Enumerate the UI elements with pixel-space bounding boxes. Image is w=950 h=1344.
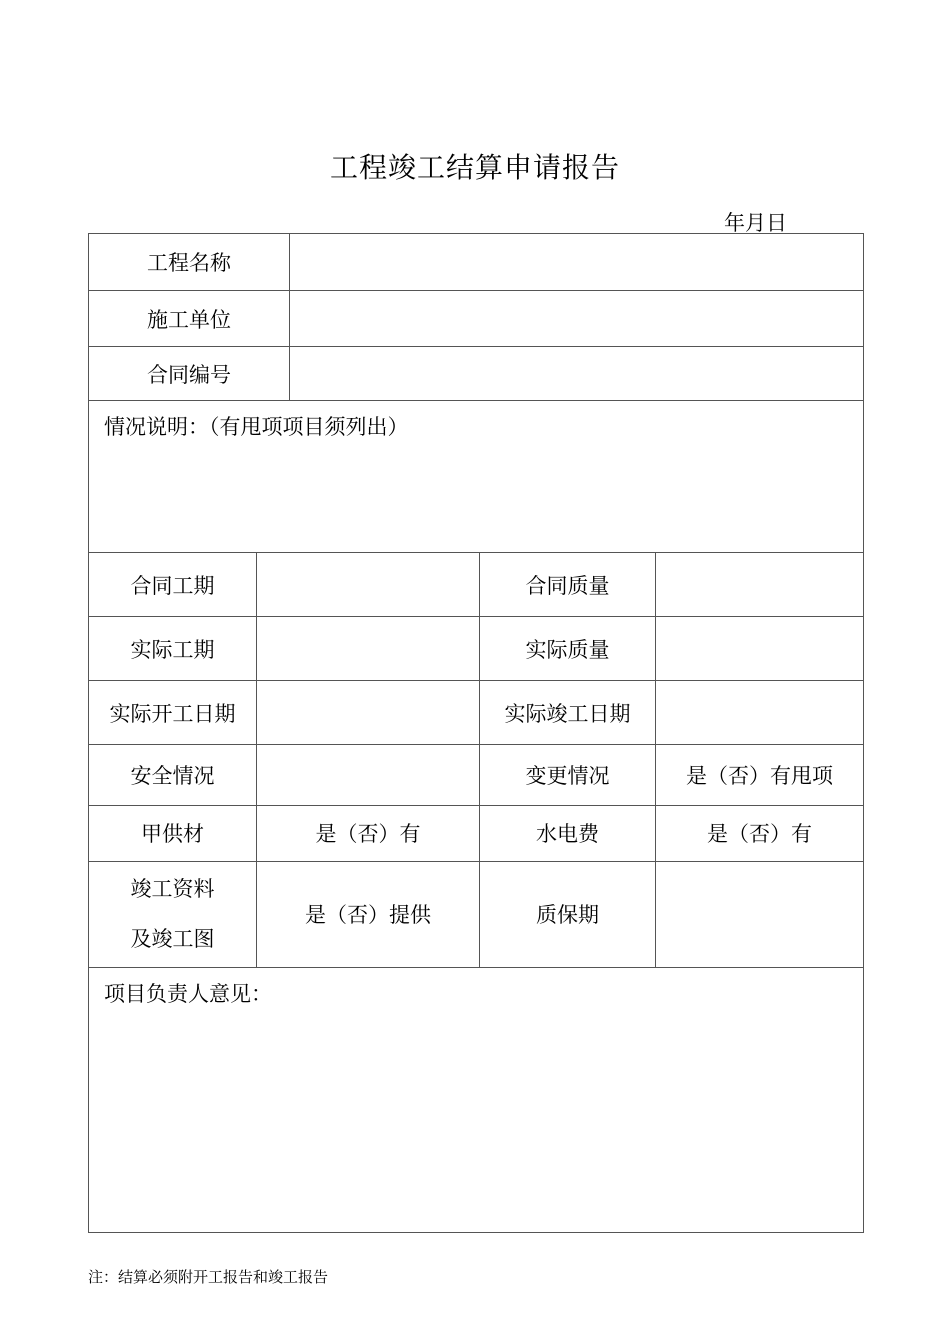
actual-period-label: 实际工期 — [89, 617, 257, 681]
changes-value[interactable]: 是（否）有甩项 — [656, 745, 864, 805]
warranty-label: 质保期 — [480, 861, 656, 967]
project-name-field[interactable] — [290, 234, 864, 291]
actual-start-field[interactable] — [257, 681, 480, 745]
row-actual-dates — [89, 681, 864, 745]
changes-label: 变更情况 — [480, 745, 656, 805]
contract-no-field[interactable] — [290, 347, 864, 401]
actual-quality-label: 实际质量 — [480, 617, 656, 681]
completion-docs-label — [89, 861, 257, 967]
situation-label: 情况说明：（有甩项项目须列出） — [104, 415, 409, 440]
situation-cell[interactable] — [89, 401, 864, 553]
row-contract-no — [89, 347, 864, 401]
row-project-name — [89, 234, 864, 291]
manager-opinion-cell[interactable] — [89, 967, 864, 1232]
row-completion-docs — [89, 861, 864, 967]
contractor-label: 施工单位 — [89, 291, 290, 347]
completion-docs-value[interactable]: 是（否）提供 — [257, 861, 480, 967]
settlement-form-table — [88, 233, 864, 1233]
actual-period-field[interactable] — [257, 617, 480, 681]
date-label: 年月日 — [724, 211, 787, 235]
completion-docs-label-line2: 及竣工图 — [130, 927, 215, 952]
utilities-label: 水电费 — [480, 805, 656, 861]
owner-supply-label: 甲供材 — [89, 805, 257, 861]
contract-quality-label: 合同质量 — [480, 553, 656, 617]
footnote: 注：结算必须附开工报告和竣工报告 — [88, 1268, 329, 1286]
contract-quality-field[interactable] — [656, 553, 864, 617]
row-actual-period — [89, 617, 864, 681]
row-safety — [89, 745, 864, 805]
contract-period-label: 合同工期 — [89, 553, 257, 617]
actual-completion-field[interactable] — [656, 681, 864, 745]
utilities-value[interactable]: 是（否）有 — [656, 805, 864, 861]
completion-docs-label-line1: 竣工资料 — [130, 877, 215, 902]
actual-quality-field[interactable] — [656, 617, 864, 681]
row-manager-opinion — [89, 967, 864, 1232]
row-contract-period — [89, 553, 864, 617]
warranty-field[interactable] — [656, 861, 864, 967]
contractor-field[interactable] — [290, 291, 864, 347]
row-contractor — [89, 291, 864, 347]
actual-start-label: 实际开工日期 — [89, 681, 257, 745]
page-title: 工程竣工结算申请报告 — [329, 151, 620, 184]
manager-opinion-label: 项目负责人意见： — [104, 981, 272, 1006]
actual-completion-label: 实际竣工日期 — [480, 681, 656, 745]
contract-period-field[interactable] — [257, 553, 480, 617]
owner-supply-value[interactable]: 是（否）有 — [257, 805, 480, 861]
safety-label: 安全情况 — [89, 745, 257, 805]
project-name-label: 工程名称 — [89, 234, 290, 291]
row-owner-supply — [89, 805, 864, 861]
row-situation — [89, 401, 864, 553]
contract-no-label: 合同编号 — [89, 347, 290, 401]
safety-field[interactable] — [257, 745, 480, 805]
